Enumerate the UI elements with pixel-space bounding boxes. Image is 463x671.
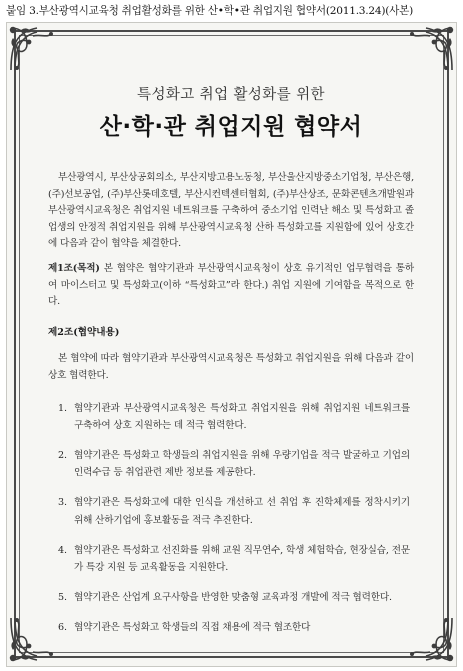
item-text: 협약기관은 특성화고 선진화를 위해 교원 직무연수, 학생 체험학습, 현장실습, 전문가 특강 지원 등 교육활동을 지원한다. [74, 544, 410, 573]
document-caption: 붙임 3.부산광역시교육청 취업활성화를 위한 산•학•관 취업지원 협약서(2011.3.24)(사본) [6, 5, 414, 17]
item-number: 1. [58, 402, 67, 414]
item-number: 2. [58, 449, 67, 461]
item-text: 협약기관은 특성화고에 대한 인식을 개선하고 선 취업 후 진학체제를 정착시키기 위해 산하기업에 홍보활동을 적극 추진한다. [74, 497, 410, 526]
item-number: 5. [58, 592, 67, 604]
article-2-heading: 제2조(협약내용) [48, 326, 120, 338]
article-1-label: 제1조(목적) [48, 262, 100, 274]
agreement-body [48, 86, 414, 650]
floral-corner-ornament-icon [7, 24, 59, 76]
document-title: 산·학·관 취업지원 협약서 [99, 114, 363, 140]
article-1-text: 본 협약은 협약기관과 부산광역시교육청이 상호 유기적인 업무협력을 통하여 마이스터고 및 특성화고(이하 “특성화고”라 한다.) 취업 지원에 기여함을 목적으로 한다. [48, 262, 414, 308]
floral-corner-ornament-icon [404, 24, 456, 76]
item-text: 협약기관과 부산광역시교육청은 특성화고 취업지원을 위해 취업지원 네트워크를 구축하여 상호 지원하는 데 적극 협력한다. [74, 402, 410, 431]
item-number: 6. [58, 622, 67, 634]
article-2-items [48, 400, 414, 637]
item-number: 4. [58, 544, 67, 556]
item-text: 협약기관은 산업계 요구사항을 반영한 맞춤형 교육과정 개발에 적극 협력한다. [74, 592, 392, 604]
item-text: 협약기관은 특성화고 학생들의 직접 채용에 적극 협조한다 [74, 622, 311, 634]
list-item [48, 619, 414, 636]
item-number: 3. [58, 497, 67, 509]
list-item [48, 589, 414, 606]
article-2-intro: 본 협약에 따라 협약기관과 부산광역시교육청은 특성화고 취업지원을 위해 다음과 같이 상호 협력한다. [48, 353, 414, 381]
list-item [48, 542, 414, 576]
intro-paragraph: 부산광역시, 부산상공회의소, 부산지방고용노동청, 부산울산지방중소기업청, 부산은행, (주)선보공업, (주)부산롯데호텔, 부산시컨텍센터협회, (주)부산상조, 문화콘텐츠개발원과 부산광역시교육청은 취업지원 네트워크를 구축하여 중소기업 인력난 해소 및 특성화고 졸업생의 안정적 취업지원을 위해 부산광역시교육청 산하 특성화고를 지원함에 있어 상호간에 다음과 같이 협약을 체결한다. [48, 172, 414, 250]
item-text: 협약기관은 특성화고 학생들의 취업지원을 위해 우량기업을 적극 발굴하고 기업의 인력수급 등 취업관련 제반 정보를 제공한다. [74, 449, 410, 479]
list-item [48, 494, 414, 528]
document-subtitle: 특성화고 취업 활성화를 위한 [137, 87, 325, 103]
article-1 [48, 261, 414, 311]
list-item [48, 447, 414, 481]
list-item [48, 400, 414, 434]
